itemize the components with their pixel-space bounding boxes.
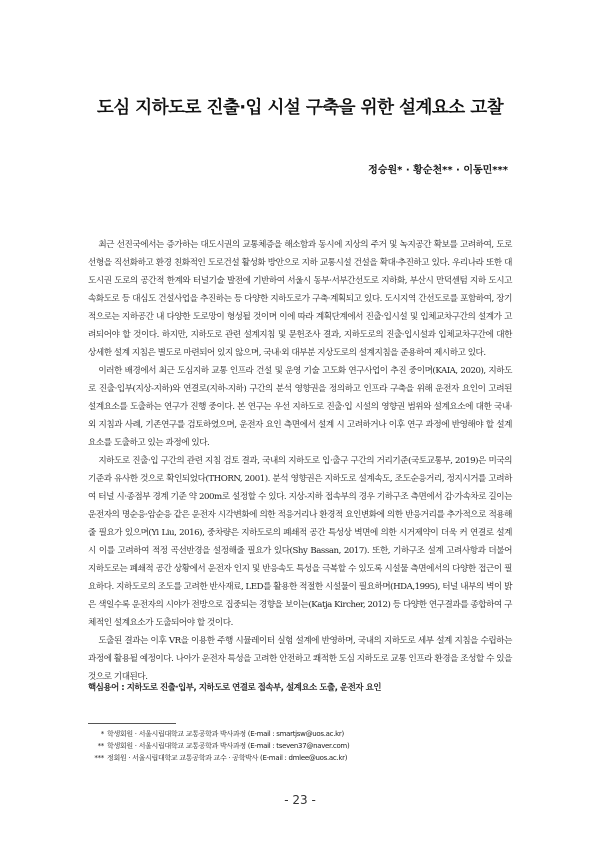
footnote-text: 학생회원 · 서울시립대학교 교통공학과 박사과정 (E-mail : smartjsw@uos.ac.kr) [107,730,344,738]
footnote-divider [88,723,176,724]
abstract-paragraph: 도출된 결과는 이후 VR을 이용한 주행 시뮬레이터 실험 설계에 반영하며, 국내의 지하도로 세부 설계 지침을 수립하는 과정에 활용될 예정이다. 나아가 운전자 특성을 고려한 안전하고 쾌적한 도심 지하도로 교통 인프라 환경을 조성할 수 있을 것으로 기대된다. [88,636,512,682]
footnote [88,752,349,764]
footnote-text: 정회원 · 서울시립대학교 교통공학과 교수 · 공학박사 (E-mail : dmlee@uos.ac.kr) [107,754,348,762]
paper-title: 도심 지하도로 진출·입 시설 구축을 위한 설계요소 고찰 [96,98,504,118]
abstract-paragraph: 이러한 배경에서 최근 도심지하 교통 인프라 건설 및 운영 기술 고도화 연구사업이 추진 중이며(KAIA, 2020), 지하도로 진출·입부(지상-지하)와 연결로(지하-지하) 구간의 분석 영향권을 정의하고 인프라 구축을 위해 운전자 요인이 고려된 설계요소를 도출하는 연구가 진행 중이다. 본 연구는 우선 지하도로 진출·입 시설의 영향권 범위와 설계요소에 대한 국내·외 지침과 사례, 기존연구를 검토하였으며, 운전자 요인 측면에서 설계 시 고려하거나 이후 연구 과정에 반영해야 할 설계요소를 도출하고 있는 과정에 있다. [88,366,512,448]
footnote-text: 학생회원 · 서울시립대학교 교통공학과 박사과정 (E-mail : tseven37@naver.com) [107,742,350,750]
abstract-paragraph: 지하도로 진출·입 구간의 관련 지침 검토 결과, 국내의 지하도로 입·출구 구간의 거리기준(국토교통부, 2019)은 미국의 기준과 유사한 것으로 확인되었다(THORN, 2001). 분석 영향권은 지하도로 설계속도, 조도순응거리, 정지시거를 고려하여 터널 시·종점부 경계 기준 약 200m로 설정할 수 있다. 지상-지하 접속부의 경우 기하구조 측면에서 감·가속차로 길이는 운전자의 명순응·암순응 같은 운전자 시각변화에 의한 적응거리나 환경적 요인변화에 의한 반응거리를 추가적으로 적용해줄 필요가 있으며(Yi Liu, 2016), 중차량은 지하도로의 폐쇄적 공간 특성상 벽면에 의한 시거제약이 더욱 커 연결로 설계 시 이를 고려하여 적정 곡선반경을 설정해줄 필요가 있다(Shy Bassan, 2017). 또한, 기하구조 설계 고려사항과 더불어 지하도로는 폐쇄적 공간 상황에서 운전자 인지 및 반응속도 특성을 극복할 수 있도록 시설물 측면에서의 다양한 접근이 필요하다. 지하도로의 조도를 고려한 반사재료, LED를 활용한 적절한 시설물이 필요하며(HDA,1995), 터널 내부의 벽이 밝은 색일수록 운전자의 시야가 전방으로 집중되는 경향을 보이는(Katja Kircher, 2012) 등 다양한 연구결과를 종합하여 구체적인 설계요소가 도출되어야 할 것이다. [88,456,512,628]
footnote [88,728,349,740]
footnote [88,740,349,752]
footnote-mark: * [100,730,104,738]
keywords: 핵심용어 : 지하도로 진출·입부, 지하도로 연결로 접속부, 설계요소 도출, 운전자 요인 [88,682,382,692]
author-list: 정승원* · 황순천** · 이동민*** [368,165,508,176]
footnotes [88,728,349,764]
page-number: - 23 - [284,793,316,807]
abstract [88,236,512,686]
footnote-mark: *** [94,754,104,762]
footnote-mark: ** [97,742,104,750]
abstract-paragraph: 최근 선진국에서는 증가하는 대도시권의 교통체증을 해소함과 동시에 지상의 주거 및 녹지공간 확보를 고려하여, 도로 선형을 직선화하고 환경 친화적인 도로건설 활성화 방안으로 지하 교통시설 건설을 확대·추진하고 있다. 우리나라 또한 대도시권 도로의 공간적 한계와 터널기술 발전에 기반하여 서울시 동부·서부간선도로 지하화, 부산시 만덕센텀 지하 도시고속화도로 등 대심도 건설사업을 추진하는 등 다양한 지하도로가 구축·계획되고 있다. 도시지역 간선도로를 포함하여, 장기적으로는 지하공간 내 다양한 도로망이 형성될 것이며 이에 따라 계획단계에서 진출·입시설 및 입체교차구간의 설계가 고려되어야 할 것이다. 하지만, 지하도로 관련 설계지침 및 문헌조사 결과, 지하도로의 진출·입시설과 입체교차구간에 대한 상세한 설계 지침은 별도로 마련되어 있지 않으며, 국내·외 대부분 지상도로의 설계지침을 준용하여 제시하고 있다. [88,240,512,358]
